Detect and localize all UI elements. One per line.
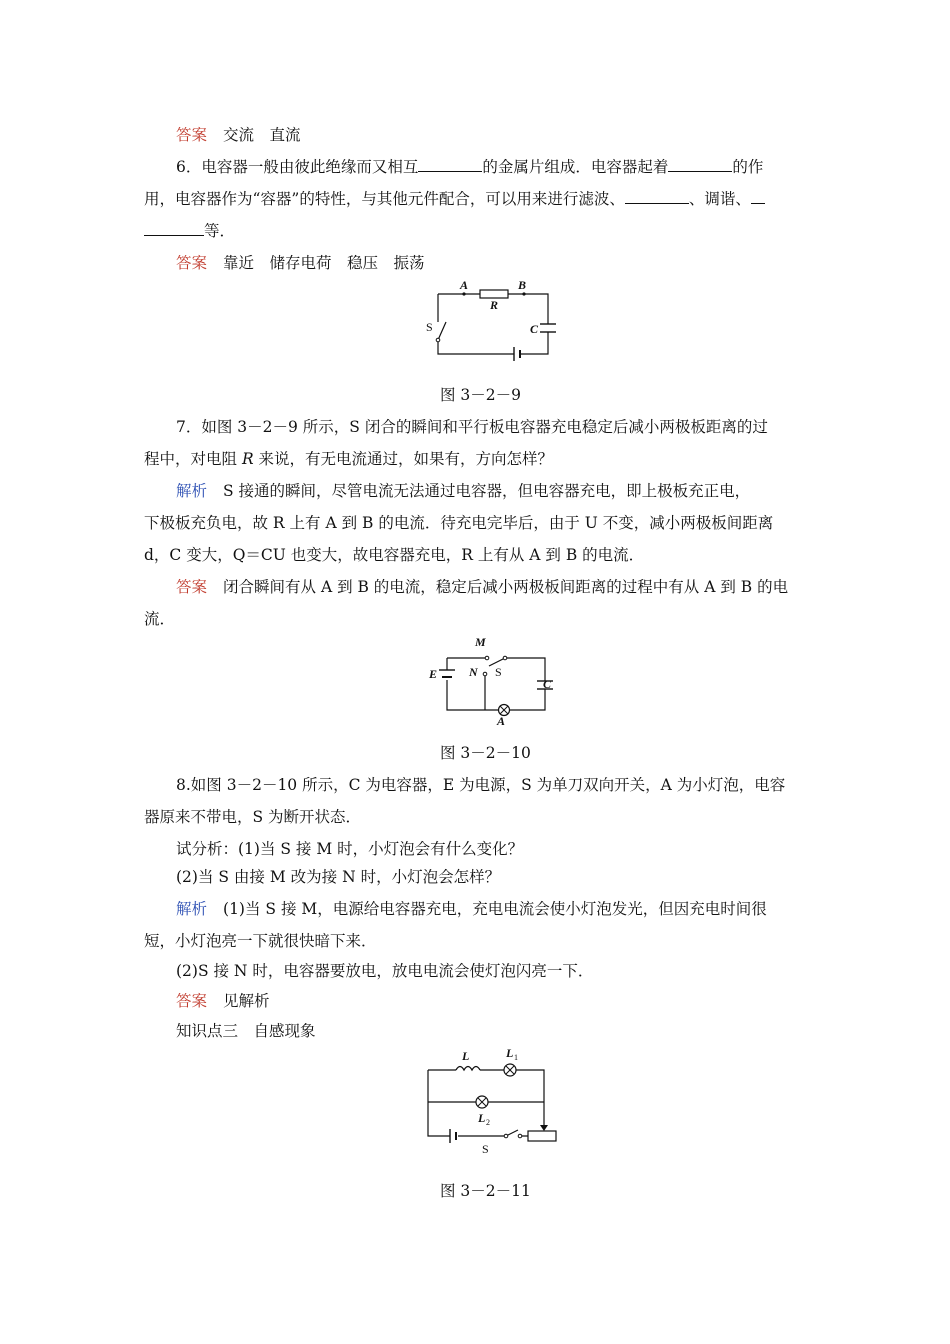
answer-tag: 答案 (176, 992, 208, 1010)
q6-text-f: 等． (204, 222, 236, 240)
q8-answer (176, 990, 270, 1012)
label-a: A (460, 278, 469, 292)
q7-var-r: R (241, 450, 254, 468)
analysis-tag: 解析 (176, 482, 208, 500)
q7-analysis-line2: 下极板充负电，故 R 上有 A 到 B 的电流．待充电完毕后，由于 U 不变，减小两极板间距离 (144, 514, 774, 532)
figure-caption-3-2-11: 图 3－2－11 (440, 1182, 531, 1200)
switch-contact (436, 338, 440, 342)
slider-arrow (540, 1125, 548, 1131)
figure-caption-3-2-10: 图 3－2－10 (440, 744, 531, 762)
fill-blank (418, 157, 482, 172)
q8-line1: 8.如图 3－2－10 所示，C 为电容器，E 为电源，S 为单刀双向开关，A 为小灯泡，电容 (176, 776, 786, 794)
label-l2: L (478, 1111, 486, 1125)
q6-text-c: 的作 (732, 158, 764, 176)
q6-answer (176, 252, 425, 274)
q7-line1: 7．如图 3－2－9 所示，S 闭合的瞬间和平行板电容器充电稳定后减小两极板距离的过 (176, 418, 768, 436)
answer-text: 靠近 储存电荷 稳压 振荡 (223, 254, 425, 272)
q8-line2: 器原来不带电，S 为断开状态． (144, 808, 362, 826)
answer-text: 交流 直流 (223, 126, 301, 144)
label-e: E (429, 667, 438, 681)
rheostat (528, 1131, 556, 1141)
q6-line1 (176, 156, 763, 178)
figure-3-2-11-circuit (420, 1046, 570, 1158)
node-b (522, 292, 525, 295)
q6-line3 (144, 220, 235, 242)
label-n: N (469, 665, 478, 679)
node-a (462, 292, 465, 295)
label-l: L (462, 1049, 470, 1063)
label-l1: L (506, 1046, 514, 1060)
switch-s (438, 322, 446, 340)
label-l1-sub: 1 (514, 1053, 518, 1062)
q7-text-b: 来说，有无电流通过，如果有，方向怎样？ (253, 450, 554, 468)
q7-analysis-line1 (176, 480, 750, 502)
switch-contact (518, 1134, 522, 1138)
fill-blank (625, 189, 689, 204)
q7-line2 (144, 448, 553, 470)
fill-blank (144, 221, 204, 236)
contact-m (485, 656, 489, 660)
analysis-text: (1)当 S 接 M，电源给电容器充电，充电电流会使小灯泡发光，但因充电时间很 (223, 900, 767, 918)
q6-text-b: 的金属片组成．电容器起着 (482, 158, 669, 176)
label-s: S (495, 665, 502, 679)
label-c: C (543, 677, 552, 691)
label-a: A (497, 714, 506, 728)
section-title: 知识点三 自感现象 (176, 1022, 316, 1040)
label-c: C (530, 322, 539, 336)
fill-blank (751, 189, 765, 204)
figure-3-2-9-circuit (420, 278, 570, 368)
q8-analysis-line2: 短，小灯泡亮一下就很快暗下来． (144, 932, 377, 950)
answer-text: 闭合瞬间有从 A 到 B 的电流，稳定后减小两极板间距离的过程中有从 A 到 B 的电 (223, 578, 789, 596)
q7-analysis-line3: d，C 变大，Q＝CU 也变大，故电容器充电，R 上有从 A 到 B 的电流． (144, 546, 645, 564)
q7-text-a: 程中，对电阻 (144, 450, 242, 468)
inductor-l (456, 1067, 480, 1071)
label-s: S (426, 320, 433, 334)
label-m: M (475, 635, 486, 649)
q8-analysis-line1 (176, 898, 767, 920)
label-l2-sub: 2 (486, 1118, 490, 1127)
q5-answer (176, 124, 301, 146)
label-s: S (482, 1142, 489, 1156)
q6-text-a: 6．电容器一般由彼此绝缘而又相互 (176, 158, 419, 176)
q7-answer-line2: 流． (144, 610, 176, 628)
analysis-tag: 解析 (176, 900, 208, 918)
q6-text-e: 、调谐、 (688, 190, 751, 208)
q6-line2 (144, 188, 765, 210)
resistor-r (480, 290, 508, 298)
analysis-text: S 接通的瞬间，尽管电流无法通过电容器，但电容器充电，即上极板充正电， (223, 482, 751, 500)
q8-analysis-line3: (2)S 接 N 时，电容器要放电，放电电流会使灯泡闪亮一下． (176, 962, 594, 980)
figure-caption-3-2-9: 图 3－2－9 (440, 386, 522, 404)
answer-tag: 答案 (176, 578, 208, 596)
q8-line3: 试分析：(1)当 S 接 M 时，小灯泡会有什么变化？ (176, 840, 524, 858)
fill-blank (668, 157, 732, 172)
switch-contact (504, 1134, 508, 1138)
contact-n (483, 672, 487, 676)
label-b: B (518, 278, 527, 292)
answer-tag: 答案 (176, 254, 208, 272)
answer-tag: 答案 (176, 126, 208, 144)
q8-line4: (2)当 S 由接 M 改为接 N 时，小灯泡会怎样？ (176, 868, 501, 886)
q7-answer-line1 (176, 576, 788, 598)
answer-text: 见解析 (223, 992, 270, 1010)
q6-text-d: 用，电容器作为“容器”的特性，与其他元件配合，可以用来进行滤波、 (144, 190, 625, 208)
figure-3-2-10-circuit (425, 632, 565, 728)
switch-pivot (503, 656, 507, 660)
label-r: R (490, 298, 499, 312)
